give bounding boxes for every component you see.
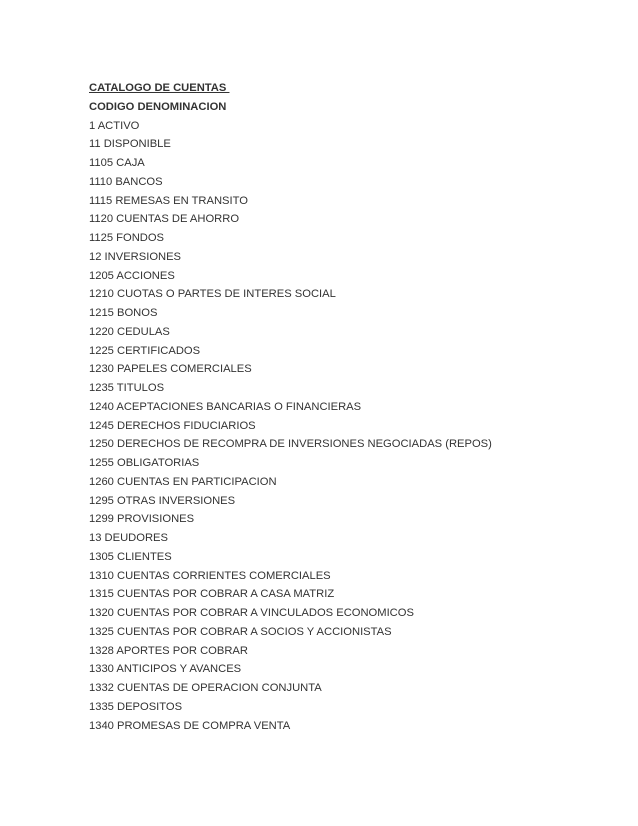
account-entry: 1205 ACCIONES	[89, 269, 175, 282]
account-entry: 12 INVERSIONES	[89, 250, 182, 263]
account-entry: 13 DEUDORES	[89, 532, 168, 544]
account-entry: 1335 DEPOSITOS	[89, 700, 183, 713]
account-entry: 1320 CUENTAS POR COBRAR A VINCULADOS ECONOMICOS	[89, 607, 414, 619]
account-entry: 1 ACTIVO	[89, 119, 140, 132]
account-entry: 1240 ACEPTACIONES BANCARIAS O FINANCIERAS	[89, 400, 362, 413]
account-entry: 1299 PROVISIONES	[89, 513, 195, 526]
account-list	[89, 117, 609, 736]
account-entry: 1325 CUENTAS POR COBRAR A SOCIOS Y ACCIONISTAS	[89, 625, 392, 638]
account-entry: 1310 CUENTAS CORRIENTES COMERCIALES	[89, 569, 331, 582]
account-entry: 1225 CERTIFICADOS	[89, 344, 201, 357]
account-entry: 1215 BONOS	[89, 307, 158, 319]
account-entry: 1210 CUOTAS O PARTES DE INTERES SOCIAL	[89, 288, 336, 301]
account-entry: 1250 DERECHOS DE RECOMPRA DE INVERSIONES NEGOCIADAS (REPOS)	[89, 438, 492, 451]
account-entry: 1105 CAJA	[89, 157, 145, 169]
account-entry: 1125 FONDOS	[89, 232, 165, 244]
account-entry: 1235 TITULOS	[89, 382, 165, 394]
account-entry: 1110 BANCOS	[89, 175, 163, 188]
account-entry: 1328 APORTES POR COBRAR	[89, 644, 248, 657]
account-entry: 1295 OTRAS INVERSIONES	[89, 494, 236, 507]
account-entry: 1260 CUENTAS EN PARTICIPACION	[89, 475, 277, 488]
account-entry: 1340 PROMESAS DE COMPRA VENTA	[89, 719, 291, 732]
account-entry: 1245 DERECHOS FIDUCIARIOS	[89, 419, 256, 432]
document-body	[89, 79, 609, 735]
account-entry: 1315 CUENTAS POR COBRAR A CASA MATRIZ	[89, 588, 335, 601]
document-title: CATALOGO DE CUENTAS	[89, 82, 230, 94]
account-entry: 1220 CEDULAS	[89, 325, 170, 338]
account-entry: 11 DISPONIBLE	[89, 138, 171, 151]
account-entry: 1255 OBLIGATORIAS	[89, 457, 200, 469]
account-entry: 1330 ANTICIPOS Y AVANCES	[89, 663, 242, 676]
account-entry: 1230 PAPELES COMERCIALES	[89, 363, 252, 376]
account-entry: 1115 REMESAS EN TRANSITO	[89, 194, 248, 207]
column-header: CODIGO DENOMINACION	[89, 100, 227, 113]
account-entry: 1305 CLIENTES	[89, 550, 172, 563]
account-entry: 1332 CUENTAS DE OPERACION CONJUNTA	[89, 682, 322, 694]
account-entry: 1120 CUENTAS DE AHORRO	[89, 213, 240, 226]
